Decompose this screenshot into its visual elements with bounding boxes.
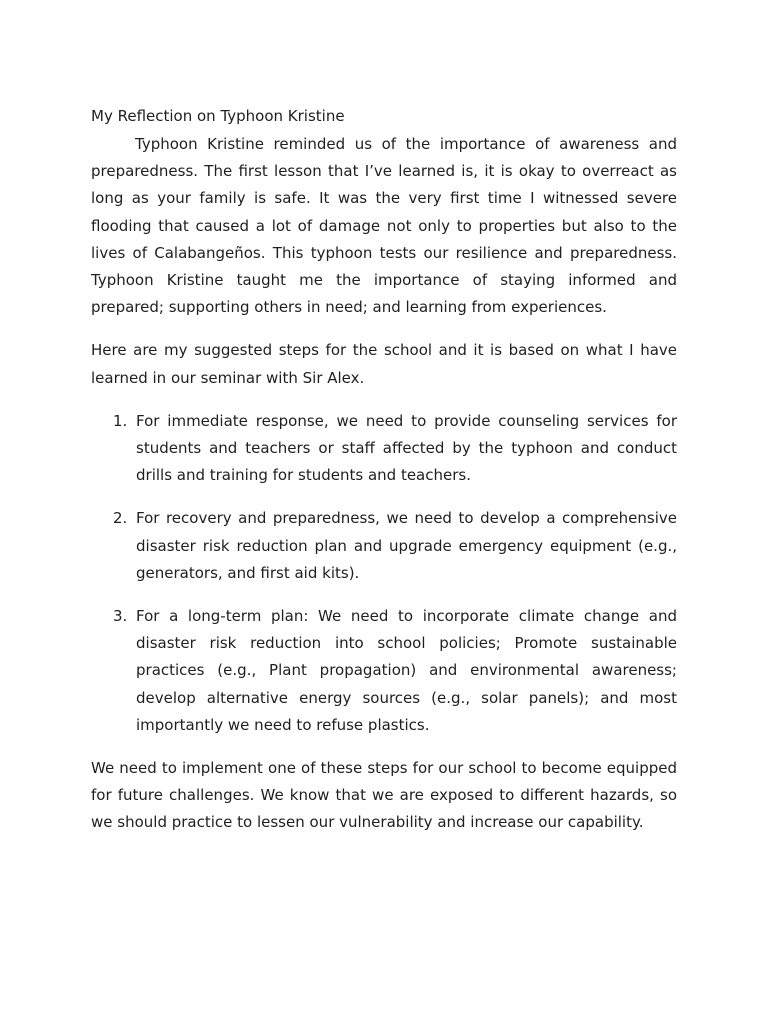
list-item-number: 3. [113,607,128,626]
intro-paragraph: Typhoon Kristine reminded us of the importance of awareness and preparedness. The first lesson that I’ve learned is, it is okay to overreact as long as your family is safe. It was the very first time I witnessed severe flooding that caused a lot of damage not only to properties but also to the lives of Calabangeños. This typhoon tests our resilience and preparedness. Typhoon Kristine taught me the importance of staying informed and prepared; supporting others in need; and learning from experiences. [91,135,677,317]
suggested-steps-list [91,408,677,739]
conclusion-paragraph: We need to implement one of these steps for our school to become equipped for future challenges. We know that we are exposed to different hazards, so we should practice to lessen our vulnerability and increase our capability. [91,759,677,832]
steps-intro-paragraph: Here are my suggested steps for the school and it is based on what I have learned in our seminar with Sir Alex. [91,341,677,387]
list-item-text: For recovery and preparedness, we need to develop a comprehensive disaster risk reduction plan and upgrade emergency equipment (e.g., generators, and first aid kits). [136,509,677,582]
list-item-text: For a long-term plan: We need to incorporate climate change and disaster risk reduction into school policies; Promote sustainable practices (e.g., Plant propagation) and environmental awareness; develop alternative energy sources (e.g., solar panels); and most importantly we need to refuse plastics. [136,607,677,734]
list-item-text: For immediate response, we need to provide counseling services for students and teachers or staff affected by the typhoon and conduct drills and training for students and teachers. [136,411,677,485]
list-item-number: 1. [113,411,128,430]
document-title: My Reflection on Typhoon Kristine [91,107,345,125]
document-page [91,106,677,853]
list-item [91,505,677,587]
list-item [91,603,677,739]
list-item-number: 2. [113,509,128,528]
list-item [91,408,677,490]
